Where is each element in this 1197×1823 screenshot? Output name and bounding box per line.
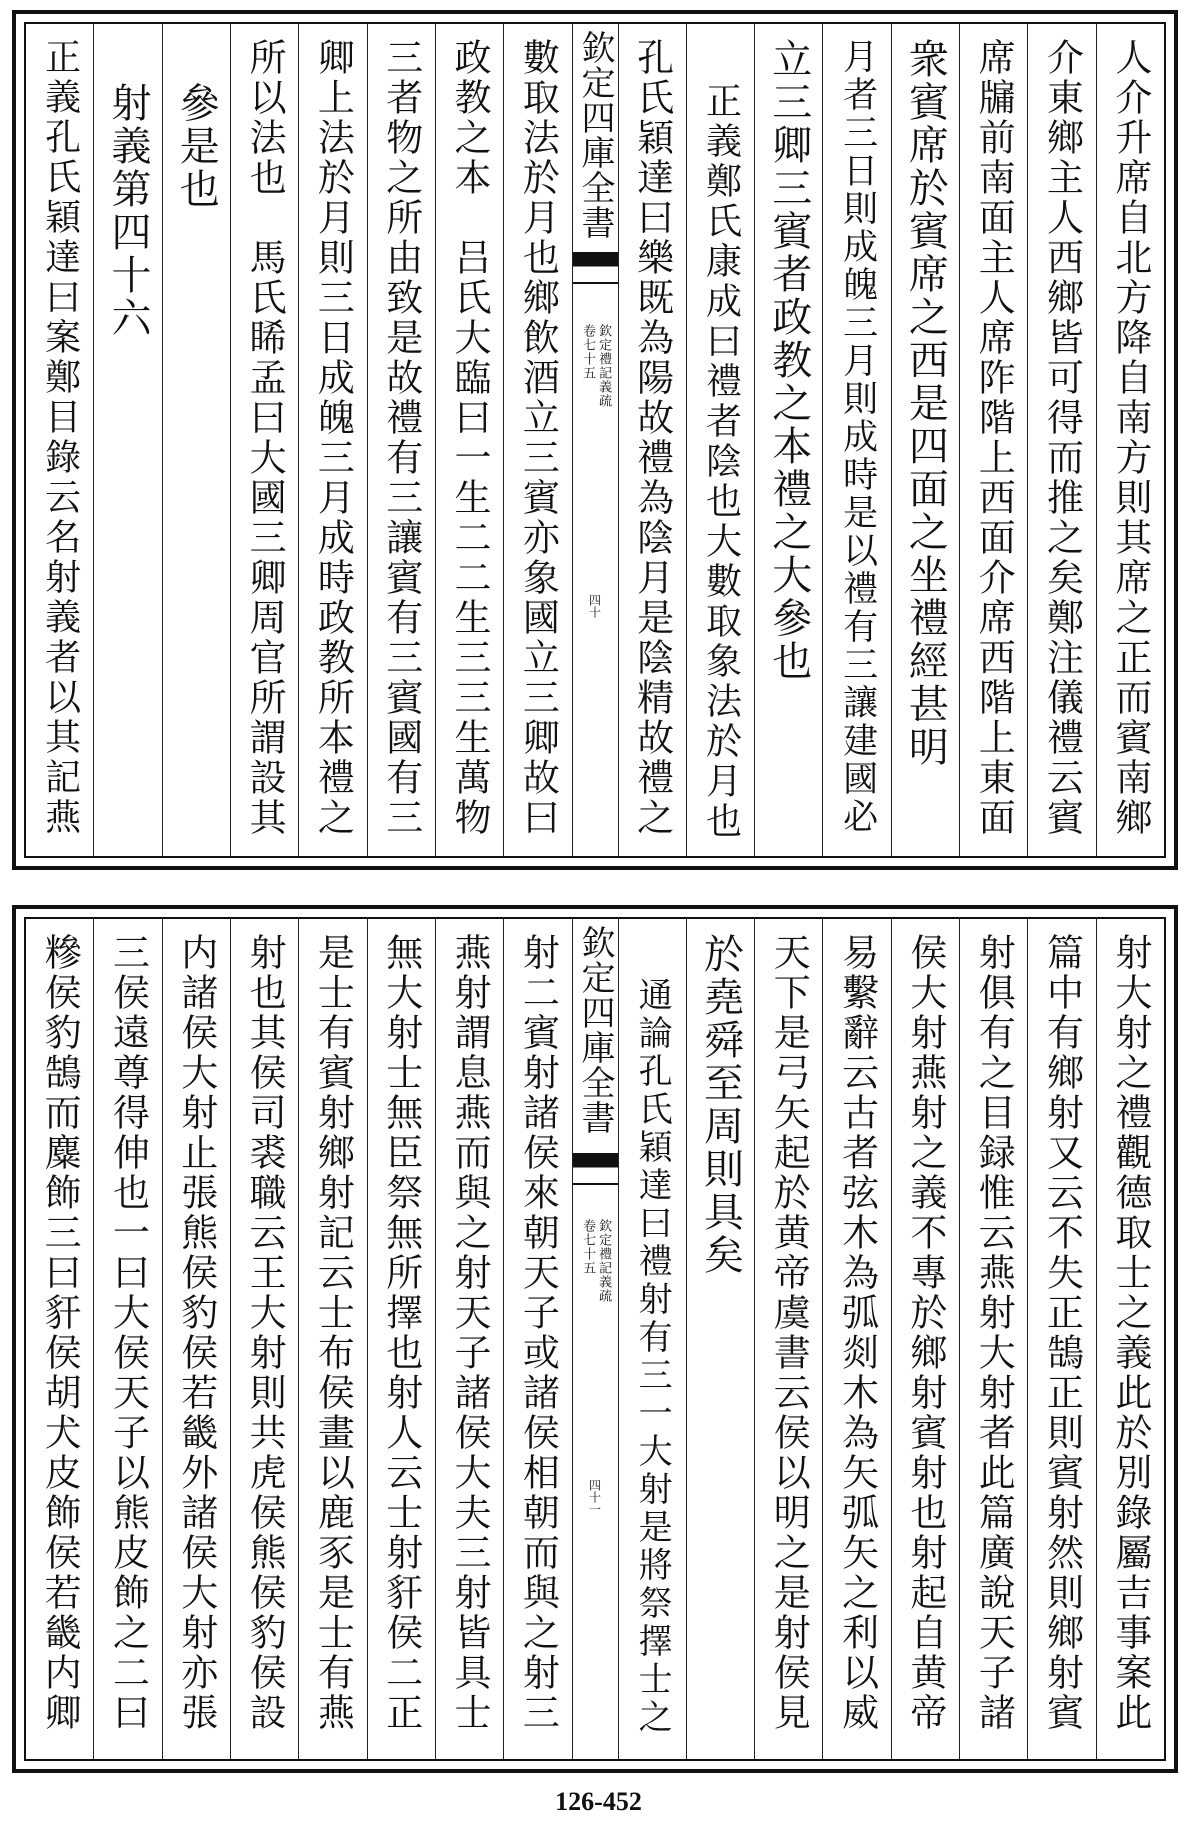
text-column — [754, 919, 822, 1759]
column-text: 通論孔氏穎達曰禮射有三一大射是將祭擇士之 — [632, 977, 673, 1737]
text-column — [618, 24, 686, 856]
text-column — [503, 24, 571, 856]
text-column — [162, 24, 230, 856]
folio-number: 四十 — [587, 594, 602, 618]
column-text: 人介升席自北方降自南方則其席之正而賓南鄉 — [1108, 38, 1152, 838]
text-column — [298, 919, 366, 1759]
column-text: 無大射士無臣祭無所擇也射人云士射豻侯二正 — [379, 933, 423, 1733]
column-text: 射俱有之目録惟云燕射大射者此篇廣說天子諸 — [972, 933, 1016, 1733]
column-text: 介東鄉主人西鄉皆可得而推之矣鄭注儀禮云賓 — [1040, 38, 1084, 838]
text-column — [1096, 919, 1164, 1759]
center-spine — [572, 919, 618, 1759]
column-text: 天下是弓矢起於黄帝虞書云侯以明之是射侯見 — [767, 933, 811, 1733]
bottom-page — [12, 905, 1178, 1773]
text-column — [435, 24, 503, 856]
text-column — [686, 24, 754, 856]
text-column — [959, 24, 1027, 856]
column-text: 射也其侯司裘職云王大射則共虎侯熊侯豹侯設 — [243, 933, 287, 1733]
text-column — [367, 919, 435, 1759]
column-text: 内諸侯大射止張熊侯豹侯若畿外諸侯大射亦張 — [174, 933, 218, 1733]
text-column — [298, 24, 366, 856]
text-column — [1096, 24, 1164, 856]
column-text: 三者物之所由致是故禮有三讓賓有三賓國有三 — [379, 38, 423, 838]
text-column — [1027, 919, 1095, 1759]
column-text: 糝侯豹鵠而麋飾三曰豻侯胡犬皮飾侯若畿内卿 — [38, 933, 82, 1733]
text-column — [93, 919, 161, 1759]
text-column — [754, 24, 822, 856]
column-text: 所以法也 馬氏睎孟曰大國三卿周官所謂設其 — [243, 38, 287, 838]
folio-number: 四十一 — [587, 1479, 602, 1515]
column-text: 射義第四十六 — [104, 82, 151, 340]
fish-tail-ornament — [573, 252, 618, 284]
column-text: 侯大射燕射之義不專於鄉射賓射也射起自黄帝 — [903, 933, 947, 1733]
text-column — [503, 919, 571, 1759]
column-text: 射二賓射諸侯來朝天子或諸侯相朝而與之射三 — [516, 933, 560, 1733]
column-text: 是士有賓射鄉射記云士布侯畫以鹿豕是士有燕 — [311, 933, 355, 1733]
column-text: 數取法於月也鄉飲酒立三賓亦象國立三卿故曰 — [516, 38, 560, 838]
bottom-page-columns — [26, 919, 1164, 1759]
text-column — [26, 919, 93, 1759]
volume-number: 卷七十五 — [580, 1219, 596, 1275]
bottom-page-frame — [24, 917, 1166, 1761]
column-text: 立三卿三賓者政教之本禮之大參也 — [765, 38, 812, 683]
text-column — [230, 919, 298, 1759]
column-text: 正義孔氏穎達曰案鄭目錄云名射義者以其記燕 — [39, 38, 81, 838]
series-title: 欽定四庫全書 — [575, 30, 615, 240]
column-text: 射大射之禮觀德取士之義此於別錄屬吉事案此 — [1108, 933, 1152, 1733]
text-column — [435, 919, 503, 1759]
column-text: 卿上法於月則三日成魄三月成時政教所本禮之 — [311, 38, 355, 838]
top-page — [12, 10, 1178, 870]
text-column — [618, 919, 686, 1759]
text-column — [367, 24, 435, 856]
text-column — [1027, 24, 1095, 856]
text-column — [891, 24, 959, 856]
column-text: 三侯遠尊得伸也一曰大侯天子以熊皮飾之二曰 — [106, 933, 150, 1733]
column-text: 孔氏穎達曰樂既為陽故禮為陰月是陰精故禮之 — [630, 38, 674, 838]
series-title: 欽定四庫全書 — [575, 925, 615, 1135]
column-text: 衆賓席於賓席之西是四面之坐禮經甚明 — [902, 38, 949, 769]
column-text: 易繫辭云古者弦木為弧剡木為矢弧矢之利以威 — [835, 933, 879, 1733]
text-column — [822, 24, 890, 856]
column-text: 席牖前南面主人席阼階上西面介席西階上東面 — [972, 38, 1016, 838]
text-column — [26, 24, 93, 856]
page-number: 126-452 — [555, 1787, 642, 1816]
column-text: 於堯舜至周則具矣 — [697, 933, 744, 1277]
column-text: 月者三日則成魄三月則成時是以禮有三讓建國必 — [837, 38, 878, 836]
fish-tail-ornament — [573, 1153, 618, 1185]
text-column — [822, 919, 890, 1759]
text-column — [93, 24, 161, 856]
column-text: 篇中有鄉射又云不失正鵠正則賓射然則鄉射賓 — [1040, 933, 1084, 1733]
volume-number: 卷七十五 — [580, 324, 596, 380]
column-text: 參是也 — [173, 82, 220, 211]
text-column — [891, 919, 959, 1759]
top-page-columns — [26, 24, 1164, 856]
center-spine — [572, 24, 618, 856]
text-column — [686, 919, 754, 1759]
book-title: 欽定禮記義疏 — [596, 1219, 612, 1303]
text-column — [959, 919, 1027, 1759]
column-text: 政教之本 吕氏大臨曰一生二二生三三生萬物 — [448, 38, 492, 838]
top-page-frame — [24, 22, 1166, 858]
column-text: 燕射謂息燕而與之射天子諸侯大夫三射皆具士 — [448, 933, 492, 1733]
text-column — [230, 24, 298, 856]
text-column — [162, 919, 230, 1759]
column-text: 正義鄭氏康成曰禮者陰也大數取象法於月也 — [700, 82, 742, 842]
book-title: 欽定禮記義疏 — [596, 324, 612, 408]
